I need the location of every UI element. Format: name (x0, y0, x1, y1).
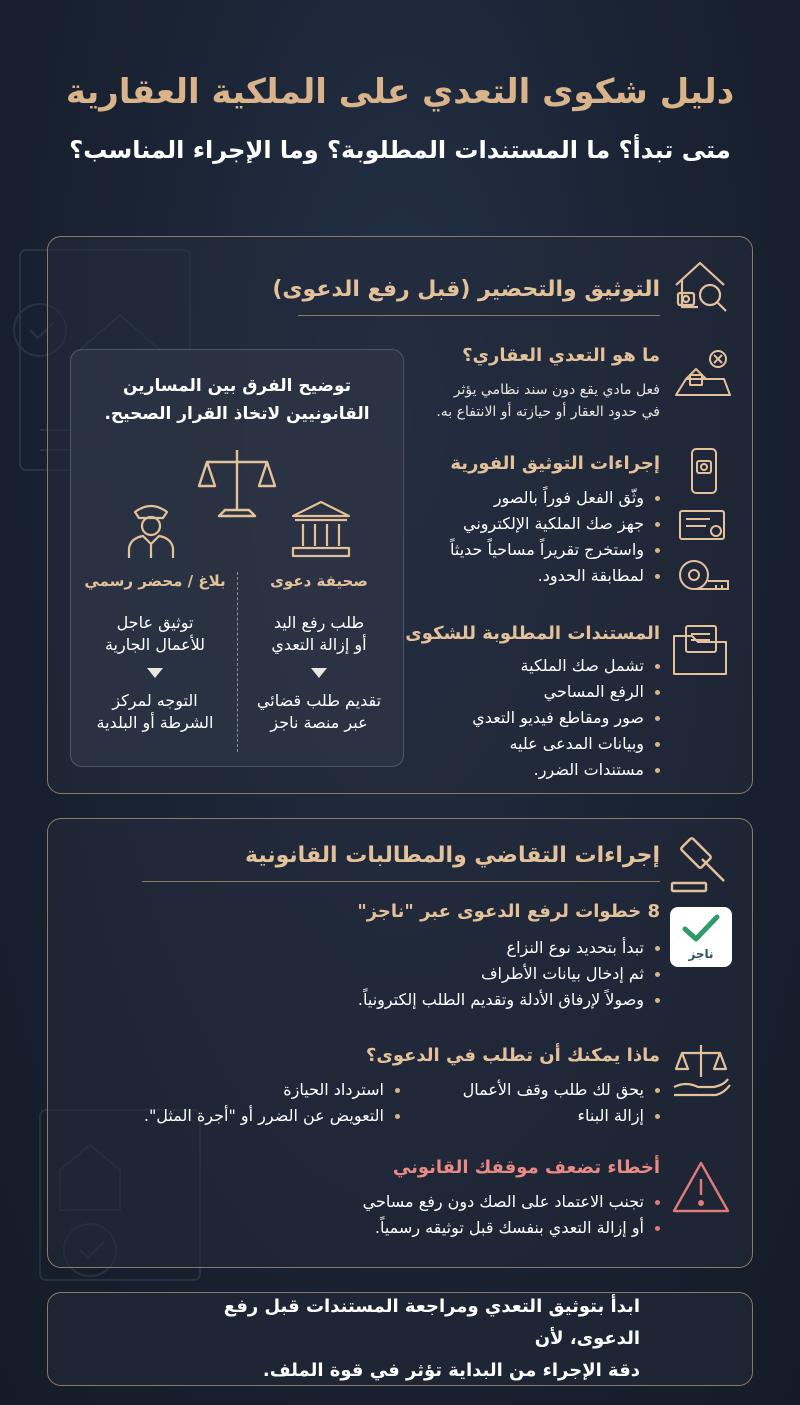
text-line: الشرطة أو البلدية (96, 713, 214, 732)
footer-line: ابدأ بتوثيق التعدي ومراجعة المستندات قبل رفع الدعوى، لأن (223, 1296, 640, 1349)
mistakes-title: أخطاء تضعف موقفك القانوني (392, 1157, 660, 1178)
text-line: أو إزالة التعدي (271, 635, 367, 654)
list-item: جهز صك الملكية الإلكتروني (450, 511, 660, 537)
documentation-list (450, 485, 660, 589)
arrow-down-icon (311, 668, 327, 678)
list-item: ثم إدخال بيانات الأطراف (358, 961, 660, 987)
documentation-card (47, 236, 753, 794)
what-is-title: ما هو التعدي العقاري؟ (462, 345, 660, 366)
list-item: تبدأ بتحديد نوع النزاع (358, 935, 660, 961)
what-is-line: في حدود العقار أو حيازته أو الانتفاع به. (436, 404, 660, 420)
footer-line: دقة الإجراء من البداية تؤثر في قوة الملف. (262, 1360, 640, 1381)
scales-hand-icon (670, 1041, 732, 1101)
list-item: التعويض عن الضرر أو "أجرة المثل". (144, 1103, 400, 1129)
lawsuit-step-1 (244, 612, 394, 656)
najiz-steps-list (358, 935, 660, 1013)
list-item: يحق لك طلب وقف الأعمال (463, 1077, 660, 1103)
list-item: تشمل صك الملكية (472, 653, 660, 679)
section2-heading: إجراءات التقاضي والمطالبات القانونية (245, 843, 660, 868)
warning-icon (670, 1159, 732, 1215)
list-item: تجنب الاعتماد على الصك دون رفع مساحي (363, 1189, 660, 1215)
page-title: دليل شكوى التعدي على الملكية العقارية (65, 72, 735, 112)
paths-comparison-box (70, 349, 404, 767)
list-item: صور ومقاطع فيديو التعدي (472, 705, 660, 731)
required-docs-list (472, 653, 660, 783)
comparison-title-line: توضيح الفرق بين المسارين (122, 376, 351, 396)
comparison-title-line: القانونيين لاتخاذ القرار الصحيح. (104, 404, 370, 424)
mistakes-list (363, 1189, 660, 1241)
folder-documents-icon (670, 622, 732, 680)
najiz-steps-title: 8 خطوات لرفع الدعوى عبر "ناجز" (357, 901, 660, 922)
section1-heading: التوثيق والتحضير (قبل رفع الدعوى) (272, 277, 660, 302)
lawsuit-step-2 (244, 690, 394, 734)
comparison-title (71, 372, 403, 428)
gavel-icon (668, 833, 732, 895)
courthouse-icon (289, 498, 353, 560)
claims-title: ماذا يمكنك أن تطلب في الدعوى؟ (365, 1045, 660, 1066)
report-step-2 (80, 690, 230, 734)
arrow-down-icon (147, 668, 163, 678)
text-line: عبر منصة ناجز (270, 713, 368, 732)
footer-note (160, 1291, 640, 1387)
list-item: وصولاً لإرفاق الأدلة وتقديم الطلب إلكترونياً. (358, 987, 660, 1013)
list-item: الرفع المساحي (472, 679, 660, 705)
section2-divider (142, 881, 660, 882)
page-subtitle: متى تبدأ؟ ما المستندات المطلوبة؟ وما الإجراء المناسب؟ (69, 136, 731, 164)
list-item: استرداد الحيازة (144, 1077, 400, 1103)
documentation-title: إجراءات التوثيق الفورية (450, 453, 660, 474)
text-line: طلب رفع اليد (273, 613, 365, 632)
house-search-icon (670, 255, 732, 317)
what-is-line: فعل مادي يقع دون سند نظامي يؤثر (453, 382, 660, 398)
footer-note-card (47, 1292, 753, 1386)
required-docs-title: المستندات المطلوبة للشكوى (405, 623, 660, 644)
list-item-continuation: لمطابقة الحدود. (450, 563, 660, 589)
list-item: وثّق الفعل فوراً بالصور (450, 485, 660, 511)
section1-divider (298, 315, 660, 316)
najiz-logo-text: ناجز (688, 947, 714, 961)
report-path-title: بلاغ / محضر رسمي (84, 572, 226, 590)
litigation-card (47, 818, 753, 1268)
what-is-text (436, 379, 660, 423)
list-item: واستخرج تقريراً مساحياً حديثاً (450, 537, 660, 563)
list-item: إزالة البناء (463, 1103, 660, 1129)
phone-camera-icon (672, 447, 732, 497)
najiz-logo (670, 907, 732, 967)
text-line: التوجه لمركز (112, 691, 198, 710)
list-item: مستندات الضرر. (472, 757, 660, 783)
tape-measure-icon (672, 555, 732, 595)
najiz-check-icon (681, 913, 721, 943)
comparison-divider (237, 572, 238, 752)
text-line: توثيق عاجل (116, 613, 194, 632)
police-officer-icon (121, 498, 181, 560)
report-step-1 (80, 612, 230, 656)
certificate-icon (672, 507, 732, 547)
claims-right-list (463, 1077, 660, 1129)
house-map-icon (672, 345, 732, 405)
list-item-continuation: وبيانات المدعى عليه (472, 731, 660, 757)
list-item: أو إزالة التعدي بنفسك قبل توثيقه رسمياً. (363, 1215, 660, 1241)
text-line: تقديم طلب قضائي (256, 691, 382, 710)
lawsuit-path-title: صحيفة دعوى (270, 572, 368, 590)
claims-left-list (144, 1077, 400, 1129)
scales-icon (197, 444, 277, 524)
text-line: للأعمال الجارية (104, 635, 206, 654)
